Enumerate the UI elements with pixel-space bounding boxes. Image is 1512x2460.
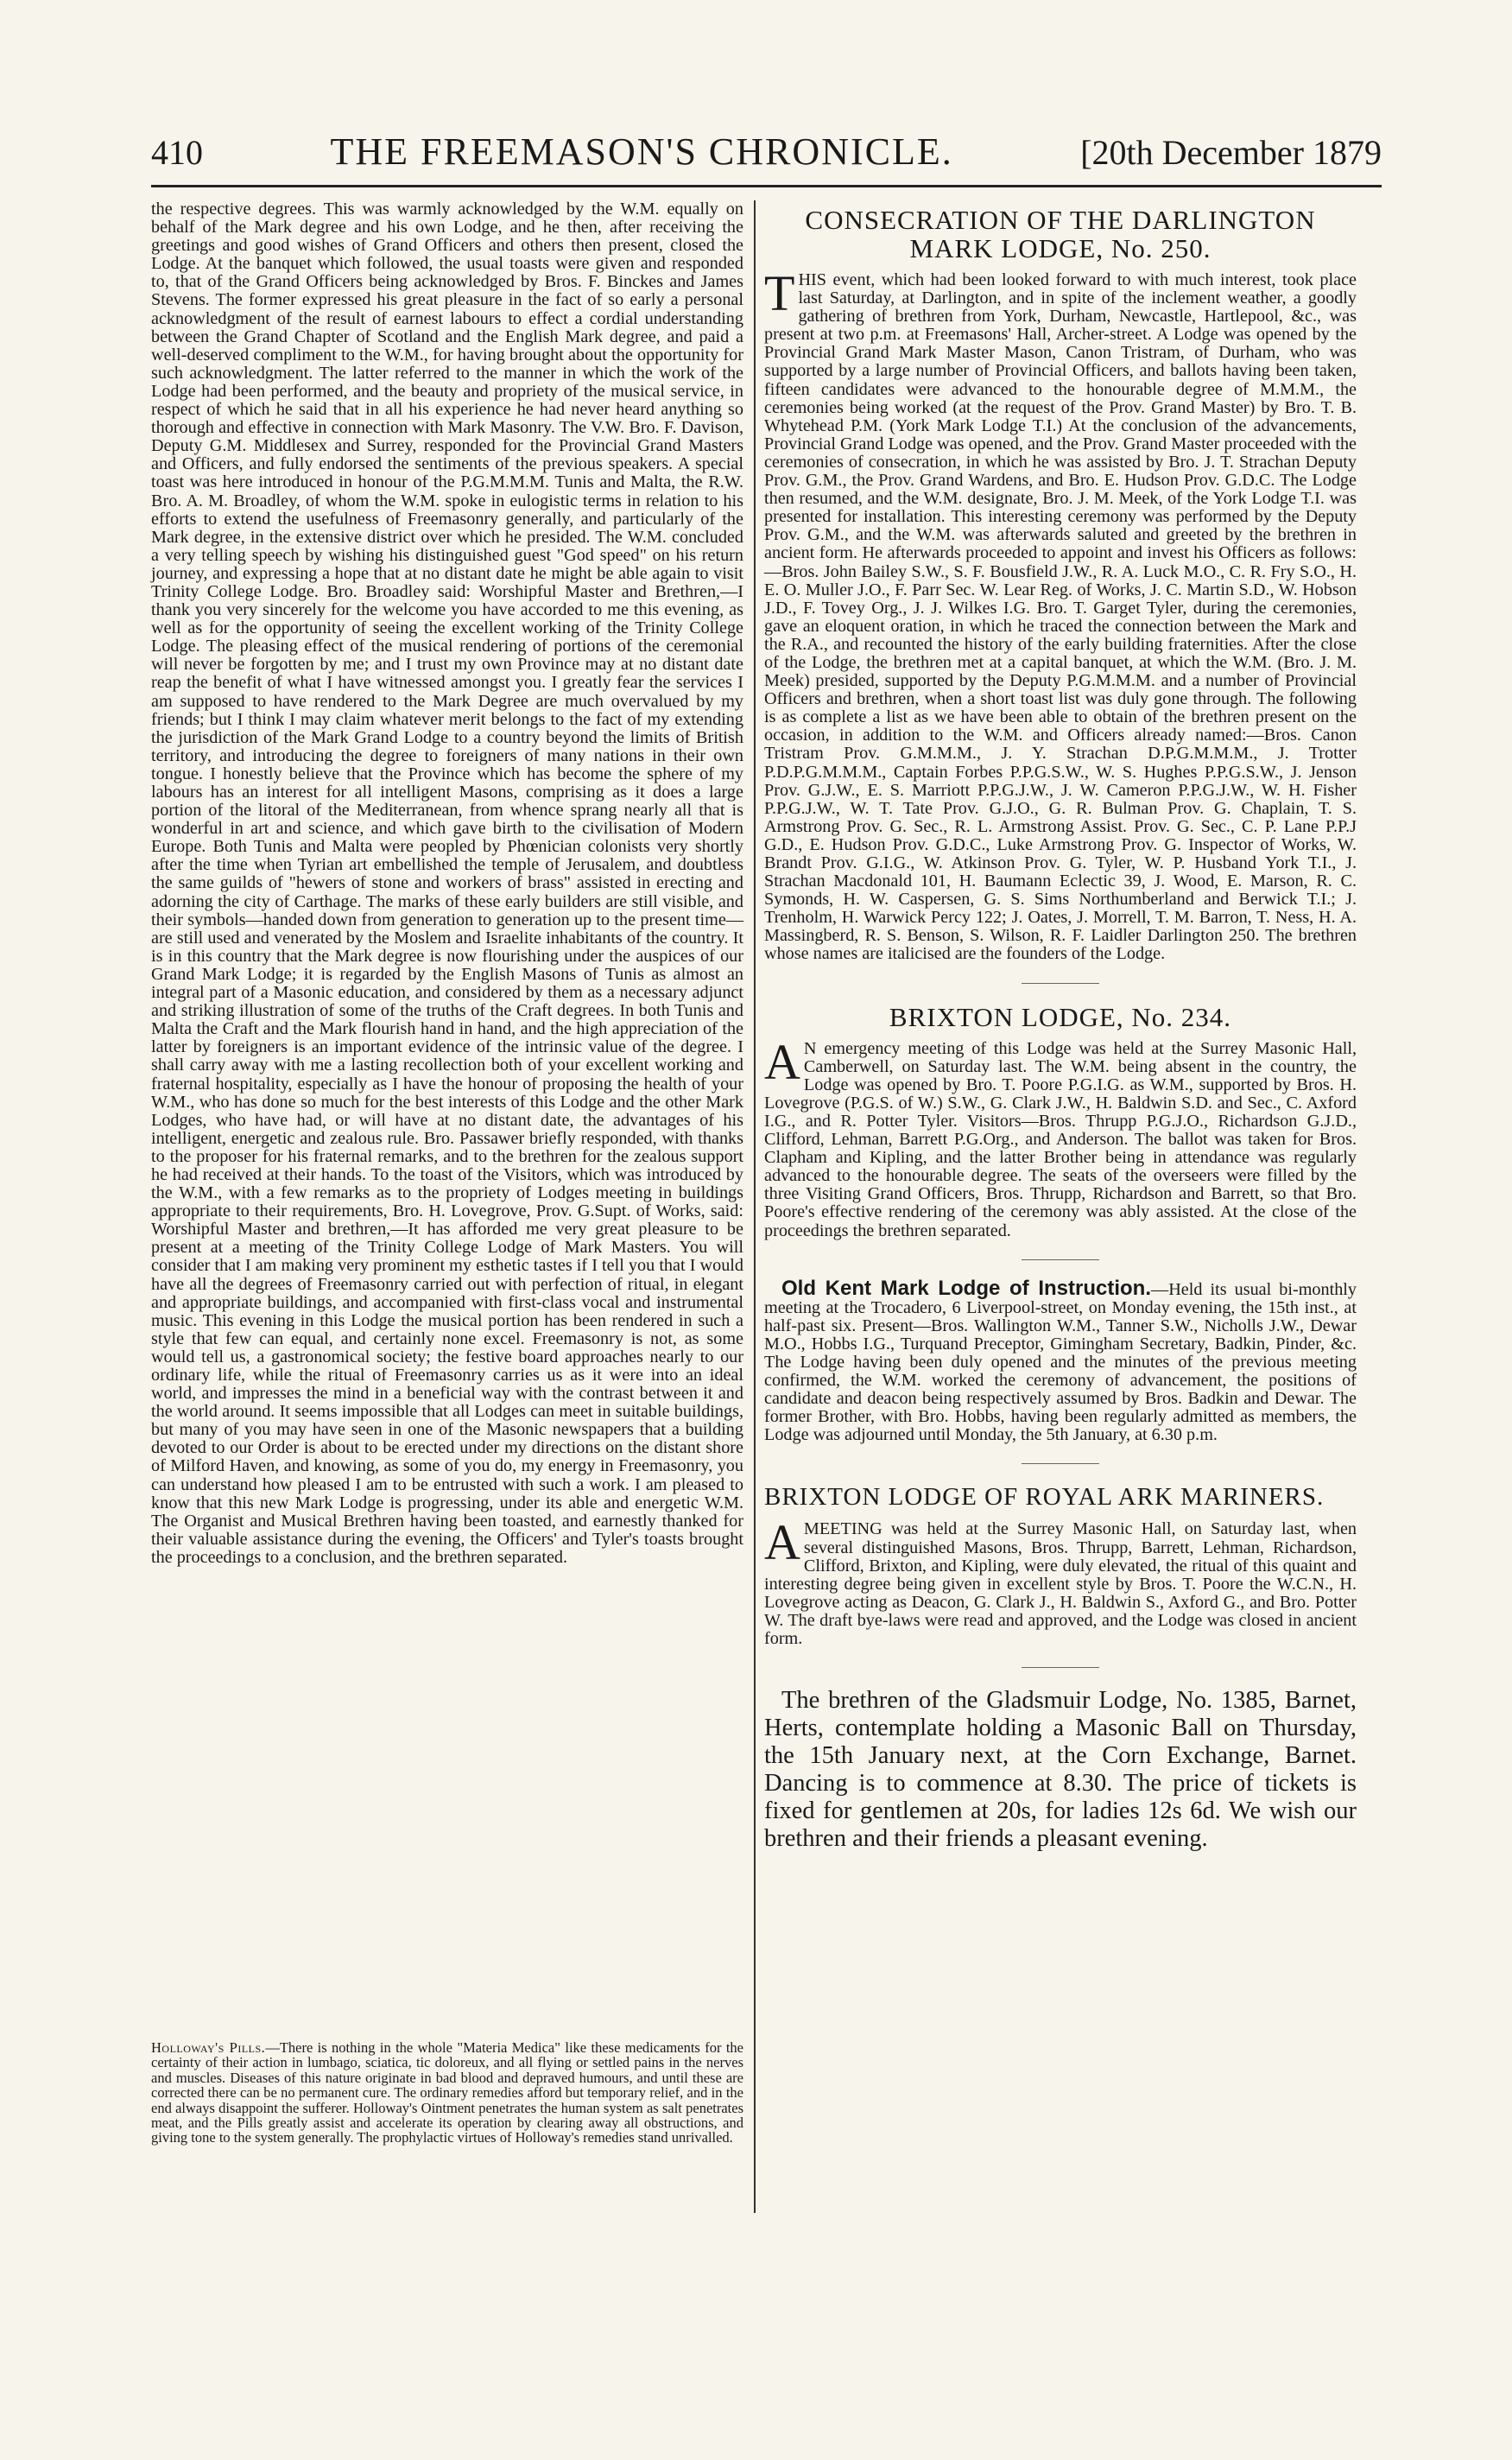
darlington-heading: CONSECRATION OF THE DARLINGTON MARK LODGE, No. 250.: [805, 205, 1316, 263]
notice-text: —There is nothing in the whole "Materia Medica" like these medicaments for the certainty of their action in lumbago, sciatica, tic doloreux, and all flying or settled pains in the nerves and muscles. Diseases of this nature originate in bad blood and depraved humours, and until these are corrected there can be no permanent cure. The ordinary remedies afford but temporary relief, and in the end always disappoint the sufferer. Holloway's Ointment penetrates the human system as salt penetrates meat, and the Pills greatly assist and accelerate its operation by clearing away all obstructions, and giving tone to the system generally. The prophylactic virtues of Holloway's remedies stand unrivalled.: [151, 2039, 743, 2146]
ark-mariners-article: [764, 1514, 1357, 1648]
newspaper-title: THE FREEMASON'S CHRONICLE.: [330, 130, 953, 173]
notice-heading: Holloway's Pills.: [151, 2039, 266, 2056]
darlington-article: [764, 265, 1357, 964]
brixton-heading: BRIXTON LODGE, No. 234.: [889, 1001, 1232, 1032]
column-divider: [754, 200, 756, 2213]
old-kent-text: —Held its usual bi-monthly meeting at the Trocadero, 6 Liverpool-street, on Monday evening, the 15th inst., at half-past six. Present—Bros. Wallington W.M., Tanner S.W., Nicholls J.W., Dewar M.O., Hobbs I.G., Turquand Preceptor, Gimingham Secretary, Badkin, Pinder, &c. The Lodge having been duly opened and the minutes of the previous meeting confirmed, the W.M. worked the ceremony of advancement, the positions of candidate and deacon being respectively assumed by Bros. Badkin and Dewar. The former Brother, with Bro. Hobbs, having been regularly admitted as members, the Lodge was adjourned until Monday, the 5th January, at 6.30 p.m.: [764, 1279, 1357, 1445]
darlington-text: HIS event, which had been looked forward to with much interest, took place last Saturday, at Darlington, and in spite of the inclement weather, a goodly gathering of brethren from York, Durham, Newcastle, Hartlepool, &c., was present at two p.m. at Freemasons' Hall, Archer-street. A Lodge was opened by the Provincial Grand Mark Master Mason, Canon Tristram, of Durham, who was supported by a large number of Provincial Officers, and ballots having been taken, fifteen candidates were advanced to the honourable degree of M.M.M., the ceremonies being worked (at the request of the Prov. Grand Master) by Bro. T. B. Whytehead P.M. (York Mark Lodge T.I.) At the conclusion of the advancements, Provincial Grand Lodge was opened, and the Prov. Grand Master proceeded with the ceremonies of consecration, in which he was assisted by Bro. J. T. Strachan Deputy Prov. G.M., the Prov. Grand Wardens, and Bro. E. Hudson Prov. G.D.C. The Lodge then resumed, and the W.M. designate, Bro. J. M. Meek, of the York Lodge T.I. was presented for installation. This interesting ceremony was performed by the Deputy Prov. G.M., and the W.M. was afterwards saluted and greeted by the brethren in ancient form. He afterwards proceeded to appoint and invest his Officers as follows:—Bros. John Bailey S.W., S. F. Bousfield J.W., R. A. Luck M.O., C. R. Fry S.O., H. E. O. Muller J.O., F. Parr Sec. W. Lear Reg. of Works, J. C. Martin S.D., W. Hobson J.D., F. Tovey Org., J. J. Wilkes I.G. Bro. T. Garget Tyler, during the ceremonies, gave an eloquent oration, in which he traced the connection between the Mark and the R.A., and recounted the history of the early building fraternities. After the close of the Lodge, the brethren met at a capital banquet, at which the W.M. (Bro. J. M. Meek) presided, supported by the Deputy P.G.M.M.M. and a number of Provincial Officers and brethren, when a short toast list was duly gone through. The following is as complete a list as we have been able to obtain of the brethren present on the occasion, in addition to the W.M. and Officers already named:—Bros. Canon Tristram Prov. G.M.M.M., J. Y. Strachan D.P.G.M.M.M., J. Trotter P.D.P.G.M.M.M., Captain Forbes P.P.G.S.W., W. S. Hughes P.P.G.S.W., J. Jenson Prov. G.J.W., E. S. Marriott P.P.G.J.W., J. W. Cameron P.P.G.J.W., W. H. Fisher P.P.G.J.W., W. T. Tate Prov. G.J.O., G. R. Bulman Prov. G. Chaplain, T. S. Armstrong Prov. G. Sec., R. L. Armstrong Assist. Prov. G. Sec., C. P. Lane P.P.J G.D., E. Hudson Prov. G.D.C., Luke Armstrong Prov. G. Inspector of Works, W. Brandt Prov. G.I.G., W. Atkinson Prov. G. Tyler, W. P. Husband York T.I., J. Strachan Macdonald 101, H. Baumann Eclectic 39, J. Wood, E. Marson, R. C. Symonds, H. W. Caspersen, G. S. Sims Northumberland and Berwick T.I.; J. Trenholm, H. Warwick Percy 122; J. Oates, J. Morrell, T. M. Barron, T. Ness, H. A. Massingberd, R. S. Benson, S. Wilson, R. F. Laidler Darlington 250. The brethren whose names are italicised are the founders of the Lodge.: [764, 270, 1357, 964]
separator: [1022, 983, 1099, 984]
masthead-rule: [151, 185, 1382, 187]
darlington-dropcap: T: [764, 265, 795, 321]
left-column: [151, 200, 743, 2032]
separator: [1022, 1463, 1099, 1464]
page-number: 410: [151, 133, 203, 172]
brixton-text: N emergency meeting of this Lodge was held at the Surrey Masonic Hall, Camberwell, on Saturday last. The W.M. being absent in the country, the Lodge was opened by Bro. T. Poore P.G.I.G. as W.M., supported by Bros. H. Lovegrove (P.G.S. of W.) S.W., G. Clark J.W., H. Baldwin S.D. and Sec., C. Axford I.G., and R. Potter Tyler. Visitors—Bros. Thrupp P.G.J.O., Richardson G.J.D., Clifford, Lehman, Barrett P.G.Org., and Anderson. The ballot was taken for Bros. Clapham and Kipling, and the latter Brother being in attendance was regularly advanced to the honourable degree. The seats of the overseers were filled by the three Visiting Grand Officers, Bros. Thrupp, Richardson and Barrett, so that Bro. Poore's effective rendering of the ceremony was ably assisted. At the close of the proceedings the brethren separated.: [764, 1038, 1357, 1240]
trinity-college-report: the respective degrees. This was warmly acknowledged by the W.M. equally on behalf of the Mark degree and his own Lodge, and he then, after receiving the greetings and good wishes of Grand Officers and others then present, closed the Lodge. At the banquet which followed, the usual toasts were given and responded to, that of the Grand Officers being acknowledged by Bros. F. Binckes and James Stevens. The former expressed his great pleasure in the fact of so early a personal acknowledgment of the result of earnest labours to effect a cordial understanding between the Grand Chapter of Scotland and the English Mark degree, and paid a well-deserved compliment to the W.M., for having brought about the opportunity for such acknowledgment. The latter referred to the manner in which the work of the Lodge had been performed, and the beauty and propriety of the musical service, in respect of which he said that in all his experience he had never heard anything so thorough and effective in connection with Mark Masonry. The V.W. Bro. F. Davison, Deputy G.M. Middlesex and Surrey, responded for the Provincial Grand Masters and Officers, and fully endorsed the sentiments of the previous speakers. A special toast was here introduced in honour of the P.G.M.M.M. Tunis and Malta, the R.W. Bro. A. M. Broadley, of whom the W.M. spoke in eulogistic terms in relation to his efforts to extend the usefulness of Freemasonry generally, and particularly of the Mark degree, in the extensive district over which he presided. The W.M. concluded a very telling speech by wishing his distinguished guest "God speed" on his return journey, and expressing a hope that at no distant date he might be able again to visit Trinity College Lodge. Bro. Broadley said: Worshipful Master and Brethren,—I thank you very sincerely for the welcome you have accorded to me this evening, as well as for the opportunity of seeing the excellent working of the Trinity College Lodge. The pleasing effect of the musical rendering of portions of the ceremonial will never be forgotten by me; and I trust my own Province may at no distant date reap the benefit of what I have witnessed amongst you. I greatly fear the services I am supposed to have rendered to the Mark Degree are much overvalued by my friends; but I think I may claim whatever merit belongs to the fact of my extending the jurisdiction of the Mark Grand Lodge to a country beyond the limits of British territory, and introducing the degree to foreigners of many nations in their own tongue. I honestly believe that the Province which has become the sphere of my labours has an interest for all intelligent Masons, comprising as it does a large portion of the litoral of the Mediterranean, from whence sprang nearly all that is wonderful in art and science, and which gave birth to the civilisation of Modern Europe. Both Tunis and Malta were peopled by Phœnician colonists very shortly after the time when Tyrian art embellished the temple of Jerusalem, and doubtless the same guilds of "hewers of stone and workers of brass" assisted in erecting and adorning the city of Carthage. The marks of these early builders are still visible, and their symbols—handed down from generation to generation up to the present time—are still used and venerated by the Moslem and Israelite inhabitants of the country. It is in this country that the Mark degree is now flourishing under the auspices of our Grand Mark Lodge; it is regarded by the English Masons of Tunis as almost an integral part of a Masonic education, and considered by them as a necessary adjunct and striking illustration of some of the truths of the Craft degrees. In both Tunis and Malta the Craft and the Mark flourish hand in hand, and the high appreciation of the latter by foreigners is an important evidence of the intrinsic value of the degree. I shall carry away with me a lasting recollection both of your excellent working and fraternal hospitality, especially as I have the honour of proposing the health of your W.M., who has done so much for the best interests of this Lodge and the other Mark Lodges, who have had, or will have at no distant date, the advantages of his intelligent, energetic and zealous rule. Bro. Passawer briefly responded, with thanks to the proposer for his fraternal remarks, and to the brethren for the zealous support he had received at their hands. To the toast of the Visitors, which was introduced by the W.M., with a few remarks as to the propriety of Lodges meeting in buildings appropriate to their requirements, Bro. H. Lovegrove, Prov. G.Supt. of Works, said: Worshipful Master and brethren,—It has afforded me very great pleasure to be present at a meeting of the Trinity College Lodge of Mark Masters. You will consider that I am making very prominent my esthetic tastes if I tell you that I would have all the degrees of Freemasonry carried out with perfection of ritual, in elegant and appropriate buildings, and accompanied with first-class vocal and instrumental music. This evening in this Lodge the musical portion has been rendered in such a style that few can equal, and certainly none excel. Freemasonry is not, as some would tell us, a gastronomical society; the festive board approaches nearly to our ordinary life, while the ritual of Freemasonry carries us as it were into an ideal world, and impresses the mind in a beneficial way with the contrast between it and the world around. It seems impossible that all Lodges can meet in suitable buildings, but many of you may have seen in one of the Masonic newspapers that a building devoted to our Order is about to be erected under my directions on the distant shore of Milford Haven, and knowing, as some of you do, my energy in Freemasonry, you can understand how pleased I am to be entrusted with such a work. I am pleased to know that this new Mark Lodge is progressing, under its able and energetic W.M. The Organist and Musical Brethren having been toasted, and earnestly thanked for their valuable assistance during the evening, the Officers' and Tyler's toasts brought the proceedings to a conclusion, and the brethren separated.: [151, 200, 743, 1567]
holloway-notice: [151, 2040, 743, 2146]
ark-mariners-heading: BRIXTON LODGE OF ROYAL ARK MARINERS.: [764, 1483, 1325, 1512]
masthead: [151, 130, 1382, 181]
gladsmuir-notice: The brethren of the Gladsmuir Lodge, No. 1385, Barnet, Herts, contemplate holding a Masonic Ball on Thursday, the 15th January next, at the Corn Exchange, Barnet. Dancing is to commence at 8.30. The price of tickets is fixed for gentlemen at 20s, for ladies 12s 6d. We wish our brethren and their friends a pleasant evening.: [764, 1687, 1357, 1853]
separator: [1022, 1259, 1099, 1260]
old-kent-heading: Old Kent Mark Lodge of Instruction.: [781, 1276, 1152, 1300]
issue-date: [20th December 1879: [1080, 133, 1382, 172]
old-kent-article: [764, 1276, 1357, 1445]
brixton-dropcap: A: [764, 1033, 800, 1090]
separator: [1022, 1667, 1099, 1668]
brixton-article: [764, 1033, 1357, 1240]
right-column: [764, 200, 1357, 2222]
ark-text: MEETING was held at the Surrey Masonic Hall, on Saturday last, when several distinguished Masons, Bros. Thrupp, Barrett, Lehman, Richardson, Clifford, Brixton, and Kipling, were duly elevated, the ritual of this quaint and interesting degree being given in excellent style by Bros. T. Poore the W.C.N., H. Lovegrove acting as Deacon, G. Clark J., H. Baldwin S., Axford G., and Bro. Potter W. The draft bye-laws were read and approved, and the Lodge was closed in ancient form.: [764, 1519, 1357, 1648]
ark-dropcap: A: [764, 1514, 800, 1571]
